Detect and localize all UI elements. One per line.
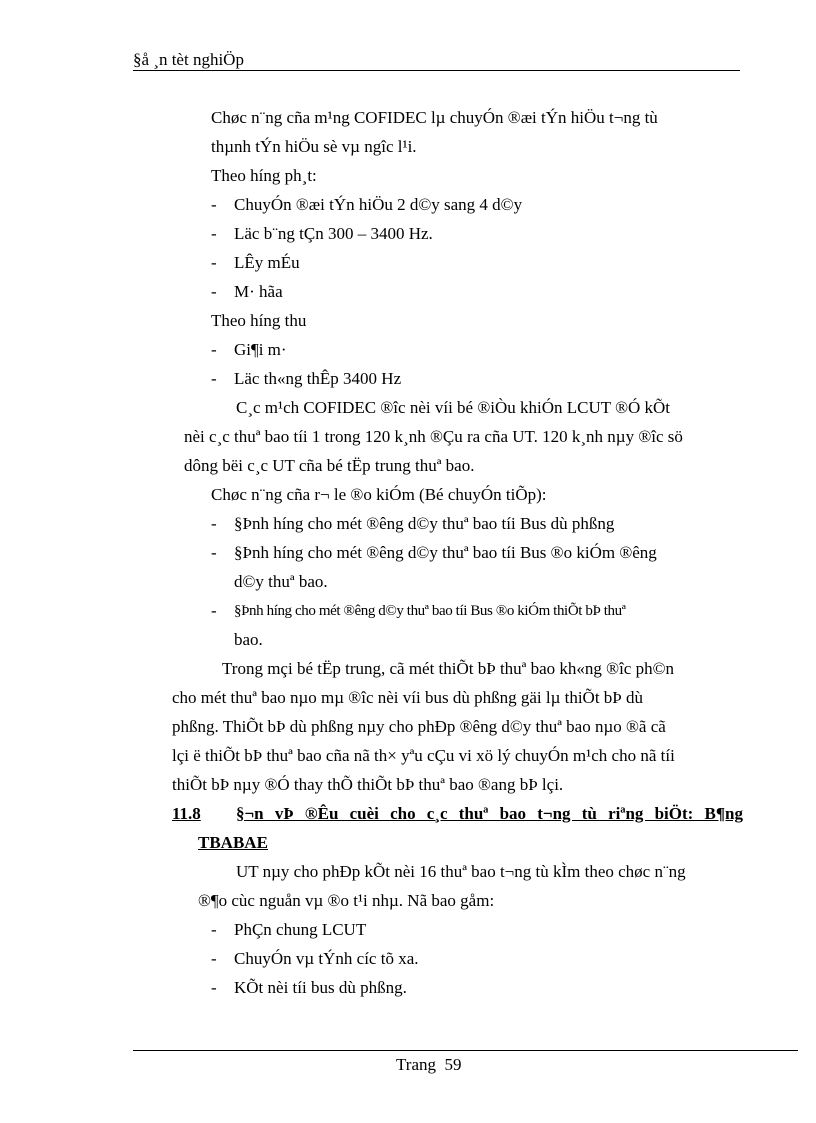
list-bullet: - — [211, 224, 217, 243]
list-item: §Þnh híng cho mét ®êng d©y thuª bao tíi Bus dù phßng — [234, 514, 615, 533]
list-item-continuation: bao. — [234, 630, 263, 649]
section-title-continuation: TBABAE — [198, 833, 268, 852]
list-bullet: - — [211, 543, 217, 562]
header-rule — [133, 70, 740, 71]
text-line: ®¶o cùc nguån vµ ®o t¹i nhµ. Nã bao gåm: — [198, 891, 495, 910]
text-line: dông bëi c¸c UT cña bé tËp trung thuª bao. — [184, 456, 475, 475]
text-line: Chøc n¨ng cña r¬ le ®o kiÓm (Bé chuyÓn tiÕp): — [211, 485, 547, 504]
text-line: cho mét thuª bao nµo mµ ®îc nèi víi bus dù phßng gäi lµ thiÕt bÞ dù — [172, 688, 644, 707]
page-header-title: §å ¸n tèt nghiÖp — [133, 50, 244, 69]
text-line: UT nµy cho phÐp kÕt nèi 16 thuª bao t¬ng tù kÌm theo chøc n¨ng — [236, 862, 686, 881]
list-bullet: - — [211, 282, 217, 301]
list-bullet: - — [211, 601, 217, 620]
list-item: KÕt nèi tíi bus dù phßng. — [234, 978, 407, 997]
text-line: nèi c¸c thuª bao tíi 1 trong 120 k¸nh ®Çu ra cña UT. 120 k¸nh nµy ®îc sö — [184, 427, 683, 446]
section-number: 11.8 — [172, 804, 201, 823]
list-item: ChuyÓn ®æi tÝn hiÖu 2 d©y sang 4 d©y — [234, 195, 523, 214]
list-bullet: - — [211, 369, 217, 388]
text-line: Theo híng ph¸t: — [211, 166, 317, 185]
list-bullet: - — [211, 253, 217, 272]
page-footer — [396, 1055, 462, 1075]
footer-rule — [133, 1050, 798, 1051]
list-bullet: - — [211, 949, 217, 968]
list-item: Läc b¨ng tÇn 300 – 3400 Hz. — [234, 224, 433, 243]
text-line: phßng. ThiÕt bÞ dù phßng nµy cho phÐp ®êng d©y thuª bao nµo ®ã cã — [172, 717, 666, 736]
list-item: §Þnh híng cho mét ®êng d©y thuª bao tíi Bus ®o kiÓm thiÕt bÞ thuª — [234, 603, 626, 619]
list-bullet: - — [211, 978, 217, 997]
list-item: §Þnh híng cho mét ®êng d©y thuª bao tíi Bus ®o kiÓm ®êng — [234, 543, 657, 562]
text-line: lçi ë thiÕt bÞ thuª bao cña nã th× yªu cÇu vi xö lý chuyÓn m¹ch cho nã tíi — [172, 746, 675, 765]
list-item-continuation: d©y thuª bao. — [234, 572, 328, 591]
list-item: LÊy mÉu — [234, 253, 300, 272]
text-line: Chøc n¨ng cña m¹ng COFIDEC lµ chuyÓn ®æi tÝn hiÖu t¬ng tù — [211, 108, 658, 127]
list-item: Gi¶i m· — [234, 340, 287, 359]
text-line: Trong mçi bé tËp trung, cã mét thiÕt bÞ thuª bao kh«ng ®îc ph©n — [222, 659, 675, 678]
list-item: ChuyÓn vµ tÝnh cíc tõ xa. — [234, 949, 419, 968]
list-bullet: - — [211, 514, 217, 533]
list-item: M· hãa — [234, 282, 283, 301]
list-item: PhÇn chung LCUT — [234, 920, 367, 939]
text-line: thiÕt bÞ nµy ®Ó thay thÕ thiÕt bÞ thuª bao ®ang bÞ lçi. — [172, 775, 564, 794]
footer-label: Trang — [396, 1055, 436, 1074]
text-line: thµnh tÝn hiÖu sè vµ ngîc l¹i. — [211, 137, 417, 156]
text-line: Theo híng thu — [211, 311, 307, 330]
page-number: 59 — [444, 1055, 462, 1074]
list-bullet: - — [211, 195, 217, 214]
list-item: Läc th«ng thÊp 3400 Hz — [234, 369, 402, 388]
list-bullet: - — [211, 920, 217, 939]
list-bullet: - — [211, 340, 217, 359]
text-line: C¸c m¹ch COFIDEC ®îc nèi víi bé ®iÒu khiÓn LCUT ®Ó kÕt — [236, 398, 671, 417]
section-title: §¬n vÞ ®Êu cuèi cho c¸c thuª bao t¬ng tù riªng biÖt: B¶ng — [236, 804, 743, 823]
